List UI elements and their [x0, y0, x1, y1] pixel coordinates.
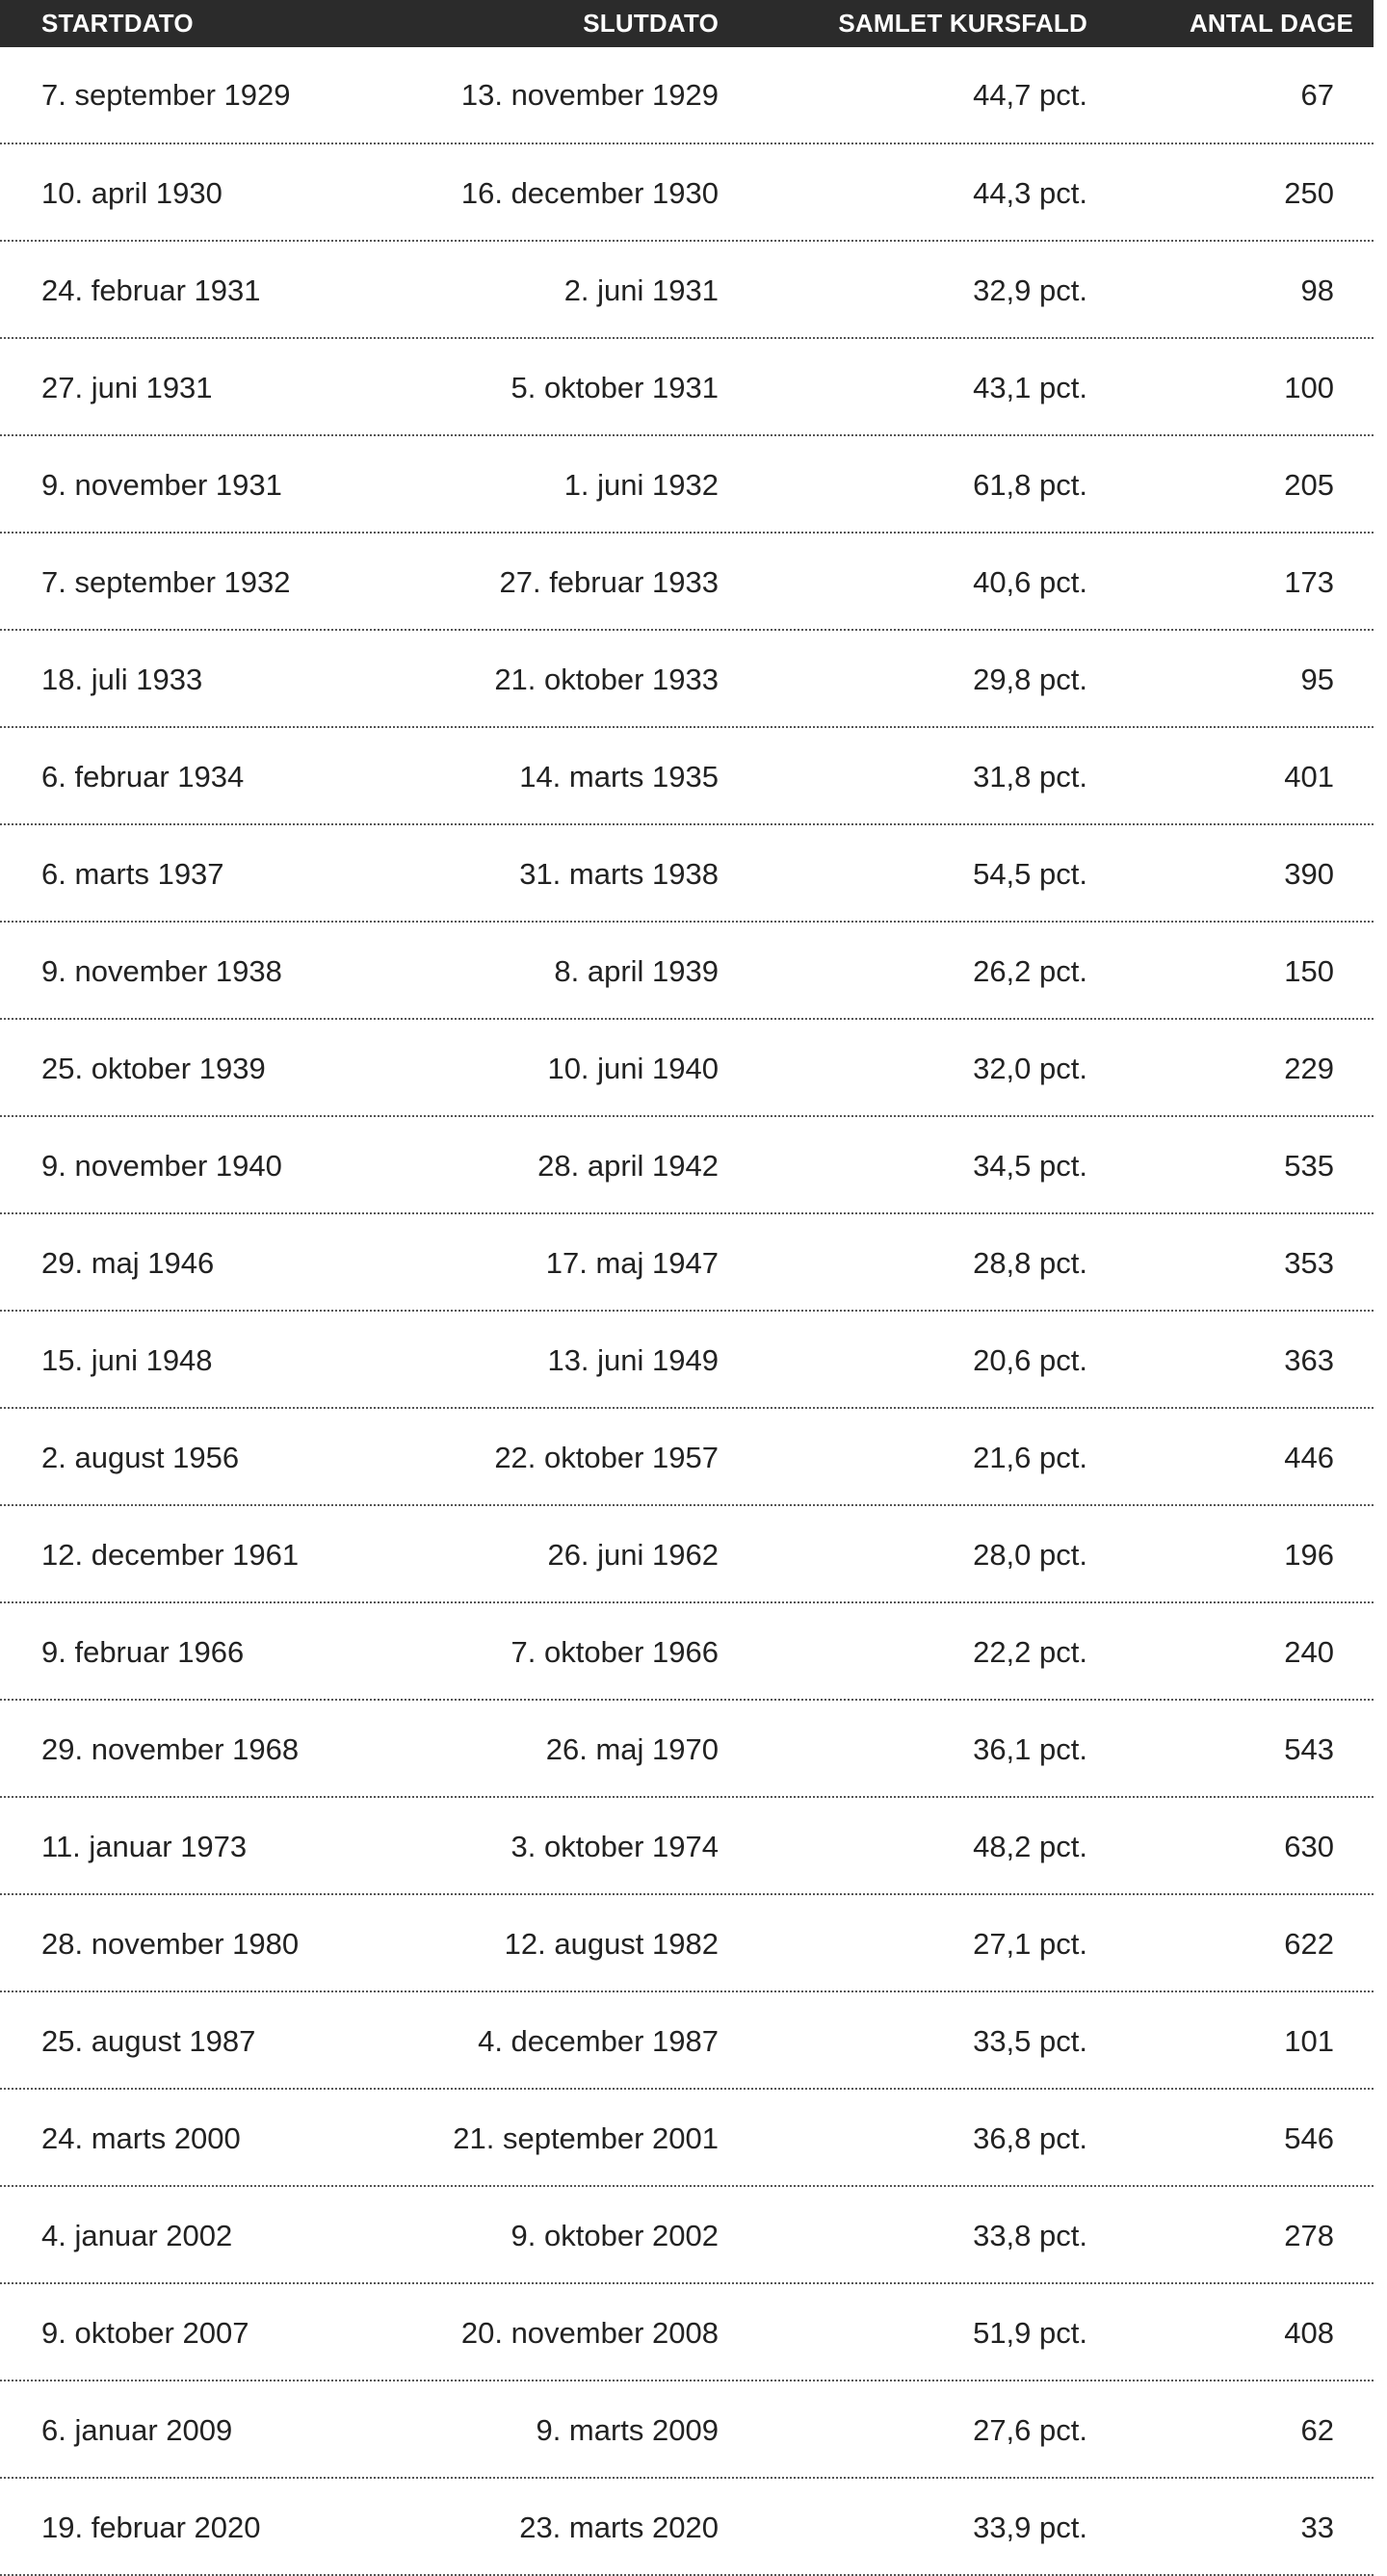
cell-slutdato: 13. november 1929 — [460, 77, 719, 112]
cell-antal-dage: 67 — [1300, 77, 1334, 112]
cell-startdato: 6. marts 1937 — [41, 856, 224, 891]
cell-slutdato: 14. marts 1935 — [519, 759, 719, 794]
cell-antal-dage: 33 — [1300, 2510, 1334, 2544]
table-body — [0, 47, 1374, 2576]
table-row — [0, 2286, 1374, 2381]
cell-antal-dage: 100 — [1284, 370, 1334, 404]
column-header-antal-dage[interactable]: ANTAL DAGE — [1189, 9, 1353, 38]
cell-antal-dage: 543 — [1284, 1731, 1334, 1766]
table-row — [0, 1216, 1374, 1312]
cell-slutdato: 12. august 1982 — [504, 1926, 719, 1961]
cell-startdato: 9. februar 1966 — [41, 1634, 245, 1669]
cell-startdato: 28. november 1980 — [41, 1926, 300, 1961]
cell-startdato: 9. oktober 2007 — [41, 2315, 249, 2350]
cell-antal-dage: 98 — [1300, 273, 1334, 307]
table-row — [0, 1508, 1374, 1603]
cell-antal-dage: 622 — [1284, 1926, 1334, 1961]
table-row — [0, 438, 1374, 533]
cell-slutdato: 8. april 1939 — [554, 953, 719, 988]
cell-antal-dage: 390 — [1284, 856, 1334, 891]
cell-samlet-kursfald: 32,0 pct. — [973, 1051, 1087, 1085]
table-row — [0, 1800, 1374, 1895]
cell-antal-dage: 630 — [1284, 1829, 1334, 1863]
table-row — [0, 1897, 1374, 1992]
table-row — [0, 2092, 1374, 2187]
cell-samlet-kursfald: 33,8 pct. — [973, 2218, 1087, 2252]
cell-antal-dage: 229 — [1284, 1051, 1334, 1085]
cell-antal-dage: 401 — [1284, 759, 1334, 794]
cell-slutdato: 13. juni 1949 — [547, 1342, 719, 1377]
cell-samlet-kursfald: 36,1 pct. — [973, 1731, 1087, 1766]
cell-slutdato: 22. oktober 1957 — [494, 1440, 719, 1474]
cell-slutdato: 2. juni 1931 — [563, 273, 719, 307]
cell-antal-dage: 101 — [1284, 2023, 1334, 2058]
column-header-slutdato[interactable]: SLUTDATO — [583, 9, 719, 38]
cell-antal-dage: 205 — [1284, 467, 1334, 502]
cell-samlet-kursfald: 61,8 pct. — [973, 467, 1087, 502]
cell-samlet-kursfald: 54,5 pct. — [973, 856, 1087, 891]
cell-startdato: 19. februar 2020 — [41, 2510, 261, 2544]
cell-slutdato: 27. februar 1933 — [499, 564, 719, 599]
column-header-startdato[interactable]: STARTDATO — [41, 9, 194, 38]
cell-samlet-kursfald: 48,2 pct. — [973, 1829, 1087, 1863]
cell-slutdato: 28. april 1942 — [537, 1148, 719, 1183]
table-row — [0, 341, 1374, 436]
cell-startdato: 9. november 1938 — [41, 953, 282, 988]
cell-startdato: 12. december 1961 — [41, 1537, 300, 1572]
cell-startdato: 9. november 1931 — [41, 467, 282, 502]
table-row — [0, 633, 1374, 728]
cell-startdato: 6. januar 2009 — [41, 2412, 233, 2447]
table-row — [0, 1119, 1374, 1214]
cell-startdato: 18. juli 1933 — [41, 662, 203, 696]
cell-startdato: 27. juni 1931 — [41, 370, 213, 404]
cell-antal-dage: 446 — [1284, 1440, 1334, 1474]
cell-antal-dage: 196 — [1284, 1537, 1334, 1572]
table-row — [0, 244, 1374, 339]
cell-antal-dage: 546 — [1284, 2121, 1334, 2155]
cell-samlet-kursfald: 40,6 pct. — [973, 564, 1087, 599]
cell-samlet-kursfald: 26,2 pct. — [973, 953, 1087, 988]
cell-startdato: 29. november 1968 — [41, 1731, 300, 1766]
table-row — [0, 2383, 1374, 2479]
cell-samlet-kursfald: 33,9 pct. — [973, 2510, 1087, 2544]
cell-antal-dage: 250 — [1284, 175, 1334, 210]
table-row — [0, 535, 1374, 631]
cell-slutdato: 7. oktober 1966 — [510, 1634, 719, 1669]
cell-samlet-kursfald: 44,3 pct. — [973, 175, 1087, 210]
cell-startdato: 24. marts 2000 — [41, 2121, 241, 2155]
cell-slutdato: 21. september 2001 — [453, 2121, 719, 2155]
cell-samlet-kursfald: 27,1 pct. — [973, 1926, 1087, 1961]
cell-antal-dage: 408 — [1284, 2315, 1334, 2350]
cell-startdato: 4. januar 2002 — [41, 2218, 233, 2252]
cell-slutdato: 4. december 1987 — [478, 2023, 719, 2058]
cell-antal-dage: 173 — [1284, 564, 1334, 599]
table-row — [0, 1411, 1374, 1506]
cell-slutdato: 9. oktober 2002 — [510, 2218, 719, 2252]
table-row — [0, 47, 1374, 144]
cell-samlet-kursfald: 29,8 pct. — [973, 662, 1087, 696]
cell-startdato: 15. juni 1948 — [41, 1342, 213, 1377]
table-row — [0, 2189, 1374, 2284]
cell-slutdato: 26. maj 1970 — [545, 1731, 719, 1766]
cell-startdato: 25. august 1987 — [41, 2023, 256, 2058]
table-row — [0, 1605, 1374, 1701]
cell-samlet-kursfald: 44,7 pct. — [973, 77, 1087, 112]
cell-samlet-kursfald: 28,0 pct. — [973, 1537, 1087, 1572]
cell-startdato: 7. september 1929 — [41, 77, 291, 112]
cell-slutdato: 31. marts 1938 — [519, 856, 719, 891]
cell-startdato: 29. maj 1946 — [41, 1245, 215, 1280]
table-row — [0, 1022, 1374, 1117]
table-row — [0, 1314, 1374, 1409]
cell-slutdato: 17. maj 1947 — [545, 1245, 719, 1280]
cell-samlet-kursfald: 51,9 pct. — [973, 2315, 1087, 2350]
table-row — [0, 827, 1374, 923]
cell-samlet-kursfald: 31,8 pct. — [973, 759, 1087, 794]
cell-slutdato: 23. marts 2020 — [519, 2510, 719, 2544]
cell-antal-dage: 353 — [1284, 1245, 1334, 1280]
column-header-samlet-kursfald[interactable]: SAMLET KURSFALD — [838, 9, 1087, 38]
cell-slutdato: 26. juni 1962 — [547, 1537, 719, 1572]
table-row — [0, 146, 1374, 242]
cell-startdato: 10. april 1930 — [41, 175, 222, 210]
cell-startdato: 6. februar 1934 — [41, 759, 245, 794]
cell-slutdato: 20. november 2008 — [460, 2315, 719, 2350]
cell-slutdato: 21. oktober 1933 — [494, 662, 719, 696]
cell-antal-dage: 240 — [1284, 1634, 1334, 1669]
table-row — [0, 1994, 1374, 2090]
cell-slutdato: 1. juni 1932 — [563, 467, 719, 502]
cell-samlet-kursfald: 22,2 pct. — [973, 1634, 1087, 1669]
cell-slutdato: 10. juni 1940 — [547, 1051, 719, 1085]
cell-slutdato: 16. december 1930 — [460, 175, 719, 210]
table-row — [0, 924, 1374, 1020]
cell-startdato: 25. oktober 1939 — [41, 1051, 266, 1085]
cell-samlet-kursfald: 27,6 pct. — [973, 2412, 1087, 2447]
cell-samlet-kursfald: 36,8 pct. — [973, 2121, 1087, 2155]
cell-samlet-kursfald: 28,8 pct. — [973, 1245, 1087, 1280]
cell-antal-dage: 363 — [1284, 1342, 1334, 1377]
cell-slutdato: 9. marts 2009 — [536, 2412, 719, 2447]
cell-startdato: 2. august 1956 — [41, 1440, 240, 1474]
cell-startdato: 24. februar 1931 — [41, 273, 261, 307]
cell-samlet-kursfald: 33,5 pct. — [973, 2023, 1087, 2058]
table-row — [0, 2481, 1374, 2576]
table-header — [0, 0, 1374, 47]
cell-samlet-kursfald: 32,9 pct. — [973, 273, 1087, 307]
cell-antal-dage: 150 — [1284, 953, 1334, 988]
cell-slutdato: 3. oktober 1974 — [510, 1829, 719, 1863]
table-row — [0, 1703, 1374, 1798]
cell-samlet-kursfald: 20,6 pct. — [973, 1342, 1087, 1377]
cell-antal-dage: 95 — [1300, 662, 1334, 696]
cell-samlet-kursfald: 34,5 pct. — [973, 1148, 1087, 1183]
cell-samlet-kursfald: 21,6 pct. — [973, 1440, 1087, 1474]
cell-samlet-kursfald: 43,1 pct. — [973, 370, 1087, 404]
table-row — [0, 730, 1374, 825]
cell-antal-dage: 62 — [1300, 2412, 1334, 2447]
cell-startdato: 11. januar 1973 — [41, 1829, 248, 1863]
cell-slutdato: 5. oktober 1931 — [510, 370, 719, 404]
cell-startdato: 9. november 1940 — [41, 1148, 282, 1183]
cell-antal-dage: 278 — [1284, 2218, 1334, 2252]
cell-startdato: 7. september 1932 — [41, 564, 291, 599]
cell-antal-dage: 535 — [1284, 1148, 1334, 1183]
